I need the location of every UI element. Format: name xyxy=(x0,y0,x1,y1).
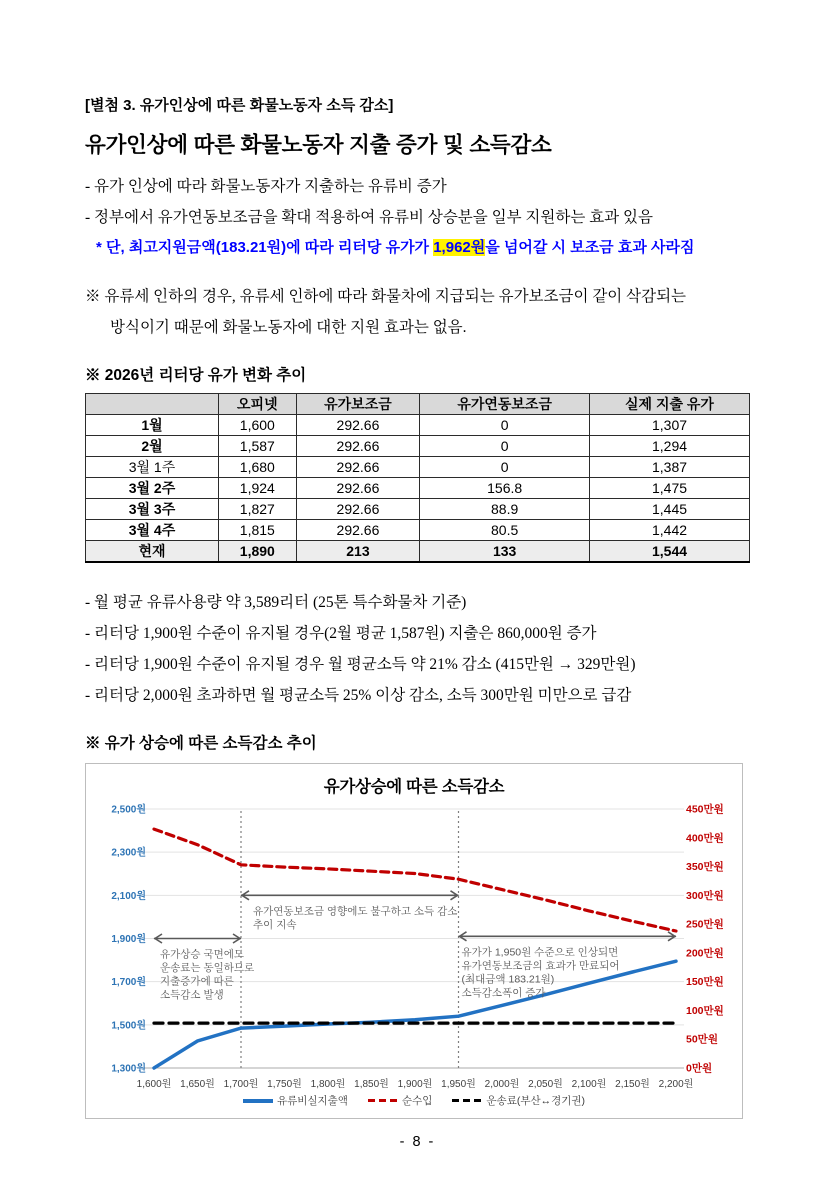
table-row xyxy=(86,478,750,499)
table-cell: 292.66 xyxy=(296,436,420,457)
table-header-cell: 오피넷 xyxy=(219,394,297,415)
x-axis-tick: 1,850원 xyxy=(354,1079,389,1090)
right-axis-tick: 150만원 xyxy=(686,976,724,989)
right-axis-tick: 0만원 xyxy=(686,1062,713,1075)
left-axis-tick: 1,300원 xyxy=(111,1063,146,1075)
table-header-cell: 유가연동보조금 xyxy=(420,394,590,415)
table-cell: 1,442 xyxy=(590,520,750,541)
table-cell: 1,827 xyxy=(219,499,297,520)
document-content xyxy=(85,94,750,1150)
table-header-row xyxy=(86,394,750,415)
row-label-cell: 3월 1주 xyxy=(86,457,219,478)
subsidy-limit-note xyxy=(85,233,750,263)
right-axis-tick: 50만원 xyxy=(686,1033,718,1046)
table-cell: 1,890 xyxy=(219,541,297,563)
table-cell: 0 xyxy=(420,415,590,436)
table-cell: 80.5 xyxy=(420,520,590,541)
note-prefix: * 단, 최고지원금액(183.21원)에 따라 리터당 유가가 xyxy=(96,239,434,256)
right-axis-tick: 300만원 xyxy=(686,889,724,902)
table-cell: 1,294 xyxy=(590,436,750,457)
table-cell: 1,587 xyxy=(219,436,297,457)
table-cell: 292.66 xyxy=(296,415,420,436)
left-axis-tick: 2,500원 xyxy=(111,804,146,816)
income-decrease-chart xyxy=(85,763,743,1119)
annotation-text: 유가연동보조금 영향에도 불구하고 소득 감소 xyxy=(253,905,458,918)
bullet-line: - 리터당 1,900원 수준이 유지될 경우 월 평균소득 약 21% 감소 (415만원 → 329만원) xyxy=(85,656,636,673)
legend-label: 유류비실지출액 xyxy=(276,1095,348,1107)
chart-legend xyxy=(86,1093,742,1108)
right-axis-tick: 250만원 xyxy=(686,918,724,931)
legend-item xyxy=(368,1093,432,1108)
fuel-price-table xyxy=(85,393,750,563)
intro-bullets xyxy=(85,171,750,263)
x-axis-tick: 2,200원 xyxy=(658,1079,694,1090)
bullet-line: - 월 평균 유류사용량 약 3,589리터 (25톤 특수화물차 기준) xyxy=(85,594,467,611)
row-label-cell: 3월 3주 xyxy=(86,499,219,520)
note-suffix: 을 넘어갈 시 보조금 효과 사라짐 xyxy=(485,239,695,256)
x-axis-tick: 1,750원 xyxy=(267,1079,302,1090)
annotation-text: 지출증가에 따른 xyxy=(160,975,234,988)
highlighted-price: 1,962원 xyxy=(433,239,486,256)
annotation-text: 유가상승 국면에도 xyxy=(160,948,245,961)
table-cell: 133 xyxy=(420,541,590,563)
table-row xyxy=(86,436,750,457)
table-cell: 1,475 xyxy=(590,478,750,499)
table-header-cell xyxy=(86,394,219,415)
table-cell: 1,445 xyxy=(590,499,750,520)
left-axis-tick: 2,300원 xyxy=(111,847,146,859)
right-axis-tick: 200만원 xyxy=(686,947,724,960)
table-cell: 0 xyxy=(420,457,590,478)
left-axis-tick: 1,500원 xyxy=(111,1020,146,1032)
x-axis-tick: 2,050원 xyxy=(528,1079,563,1090)
table-cell: 1,544 xyxy=(590,541,750,563)
row-label-cell: 3월 2주 xyxy=(86,478,219,499)
table-cell: 1,600 xyxy=(219,415,297,436)
x-axis-tick: 1,800원 xyxy=(310,1079,346,1090)
x-axis-tick: 2,150원 xyxy=(615,1079,650,1090)
right-axis-tick: 400만원 xyxy=(686,832,724,845)
table-cell: 213 xyxy=(296,541,420,563)
x-axis-tick: 1,700원 xyxy=(223,1079,259,1090)
legend-item xyxy=(452,1093,585,1108)
table-cell: 1,680 xyxy=(219,457,297,478)
x-axis-tick: 2,000원 xyxy=(484,1079,520,1090)
table-cell: 88.9 xyxy=(420,499,590,520)
bullet-line: - 리터당 1,900원 수준이 유지될 경우(2월 평균 1,587원) 지출은 860,000원 증가 xyxy=(85,625,597,642)
annotation-text: 유가연동보조금의 효과가 만료되어 xyxy=(461,959,620,972)
table-header-cell: 유가보조금 xyxy=(296,394,420,415)
x-axis-tick: 1,650원 xyxy=(180,1079,215,1090)
legend-dashed-line-icon xyxy=(368,1099,398,1103)
x-axis-tick: 1,600원 xyxy=(136,1079,172,1090)
chart-canvas xyxy=(86,799,742,1093)
x-axis-tick: 1,950원 xyxy=(441,1079,476,1090)
annotation-text: 소득감소폭이 증가 xyxy=(461,986,546,999)
notice-line-2: 방식이기 때문에 화물노동자에 대한 지원 효과는 없음. xyxy=(110,319,467,336)
left-axis-tick: 2,100원 xyxy=(111,890,146,902)
table-cell: 0 xyxy=(420,436,590,457)
bullet-line: - 정부에서 유가연동보조금을 확대 적용하여 유류비 상승분을 일부 지원하는 효과 있음 xyxy=(85,209,653,226)
left-axis-tick: 1,700원 xyxy=(111,977,146,989)
table-cell: 1,815 xyxy=(219,520,297,541)
right-axis-tick: 450만원 xyxy=(686,803,724,816)
table-row xyxy=(86,499,750,520)
attachment-header: [별첨 3. 유가인상에 따른 화물노동자 소득 감소] xyxy=(85,97,394,114)
legend-dashed-line-icon xyxy=(452,1099,482,1103)
table-cell: 1,387 xyxy=(590,457,750,478)
row-label-cell: 3월 4주 xyxy=(86,520,219,541)
table-cell: 156.8 xyxy=(420,478,590,499)
annotation-text: 유가가 1,950원 수준으로 인상되면 xyxy=(461,946,619,959)
table-cell: 292.66 xyxy=(296,520,420,541)
analysis-bullets xyxy=(85,587,750,711)
x-axis-tick: 1,900원 xyxy=(397,1079,433,1090)
table-row xyxy=(86,415,750,436)
table-cell: 292.66 xyxy=(296,478,420,499)
left-axis-tick: 1,900원 xyxy=(111,934,146,945)
chart-title: 유가상승에 따른 소득감소 xyxy=(323,778,505,796)
table-header-cell: 실제 지출 유가 xyxy=(590,394,750,415)
bullet-line: - 유가 인상에 따라 화물노동자가 지출하는 유류비 증가 xyxy=(85,178,447,195)
legend-item xyxy=(243,1093,348,1108)
right-axis-tick: 350만원 xyxy=(686,861,724,874)
legend-solid-line-icon xyxy=(243,1099,273,1103)
annotation-text: 소득감소 발생 xyxy=(160,989,224,1001)
bullet-line: - 리터당 2,000원 초과하면 월 평균소득 25% 이상 감소, 소득 300만원 미만으로 급감 xyxy=(85,687,632,704)
table-row xyxy=(86,457,750,478)
notice-line-1: ※ 유류세 인하의 경우, 유류세 인하에 따라 화물차에 지급되는 유가보조금이 같이 삭감되는 xyxy=(85,288,687,305)
annotation-text: (최대금액 183.21원) xyxy=(461,973,555,986)
row-label-cell: 현재 xyxy=(86,541,219,563)
table-row xyxy=(86,520,750,541)
x-axis-tick: 2,100원 xyxy=(571,1079,607,1090)
page-number: - 8 - xyxy=(399,1134,436,1150)
annotation-text: 추이 지속 xyxy=(253,918,297,931)
table-cell: 1,307 xyxy=(590,415,750,436)
legend-label: 운송료(부산↔경기권) xyxy=(486,1095,586,1107)
table-cell: 1,924 xyxy=(219,478,297,499)
page-title: 유가인상에 따른 화물노동자 지출 증가 및 소득감소 xyxy=(85,133,552,157)
row-label-cell: 1월 xyxy=(86,415,219,436)
right-axis-tick: 100만원 xyxy=(686,1004,724,1017)
chart-section-title: ※ 유가 상승에 따른 소득감소 추이 xyxy=(85,735,317,752)
table-cell: 292.66 xyxy=(296,499,420,520)
legend-label: 순수입 xyxy=(401,1095,433,1107)
table-cell: 292.66 xyxy=(296,457,420,478)
annotation-text: 운송료는 동일하므로 xyxy=(160,962,255,974)
table-row xyxy=(86,541,750,563)
table-section-title: ※ 2026년 리터당 유가 변화 추이 xyxy=(85,367,307,384)
fuel-tax-notice xyxy=(85,281,750,343)
row-label-cell: 2월 xyxy=(86,436,219,457)
